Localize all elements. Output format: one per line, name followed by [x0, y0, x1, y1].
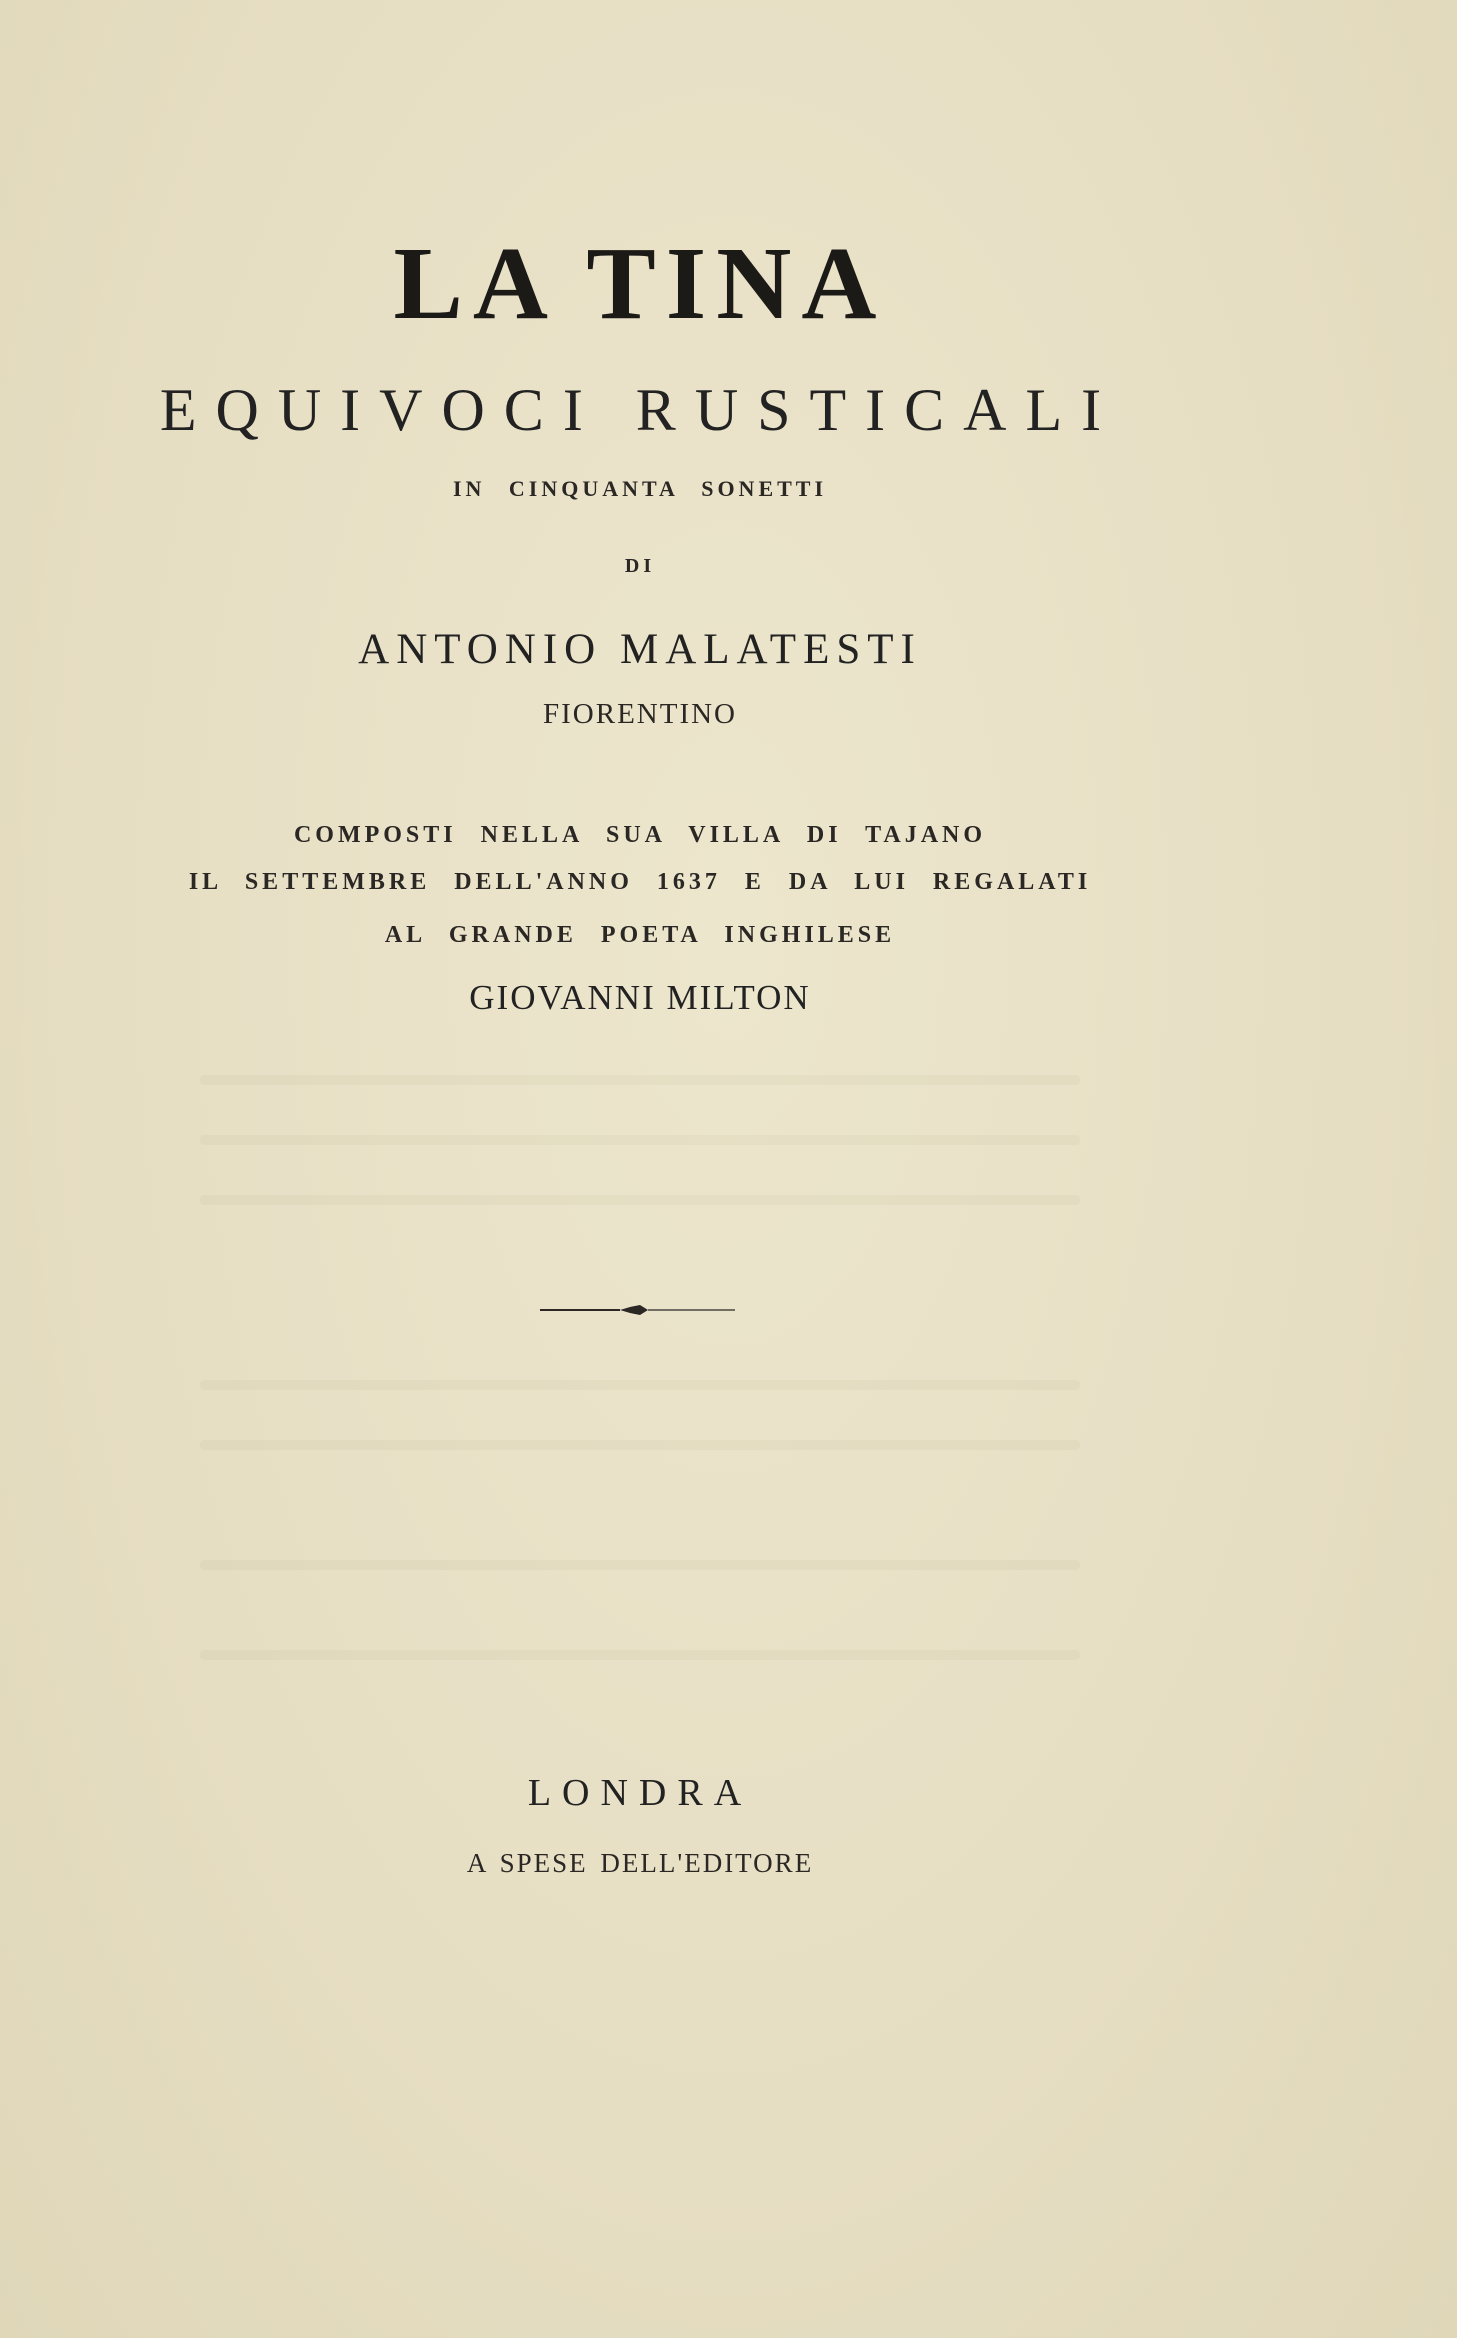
book-subtitle: EQUIVOCI RUSTICALI	[159, 377, 1121, 443]
composition-line-2: IL SETTEMBRE DELL'ANNO 1637 E DA LUI REGALATI	[188, 869, 1092, 895]
publisher-line: A SPESE DELL'EDITORE	[466, 1848, 814, 1878]
rule-ornament-icon	[540, 1300, 735, 1320]
author-origin: FIORENTINO	[543, 698, 737, 730]
composition-line-1: COMPOSTI NELLA SUA VILLA DI TAJANO	[293, 822, 987, 848]
show-through-line	[200, 1650, 1080, 1660]
show-through-line	[200, 1075, 1080, 1085]
show-through-line	[200, 1135, 1080, 1145]
publication-place: LONDRA	[527, 1772, 753, 1814]
show-through-line	[200, 1195, 1080, 1205]
show-through-line	[200, 1380, 1080, 1390]
composition-line-3: AL GRANDE POETA INGHILESE	[384, 922, 896, 948]
sonnet-count-line: IN CINQUANTA SONETTI	[452, 476, 828, 501]
show-through-line	[200, 1440, 1080, 1450]
author-name: ANTONIO MALATESTI	[358, 626, 922, 673]
by-line: DI	[624, 555, 656, 577]
dedicatee-name: GIOVANNI MILTON	[469, 978, 811, 1017]
book-title: LA TINA	[393, 226, 887, 341]
show-through-line	[200, 1560, 1080, 1570]
